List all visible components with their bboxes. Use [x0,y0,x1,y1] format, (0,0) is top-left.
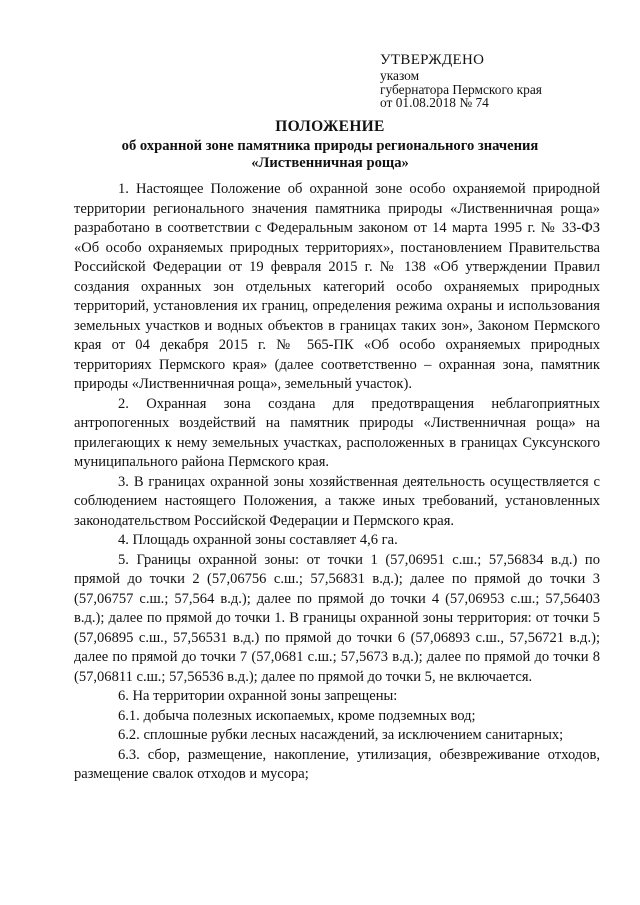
paragraph: 1. Настоящее Положение об охранной зоне особо охраняемой природной территории регионального значения памятника природы «Лиственничная роща» разработано в соответствии с Федеральным законом от 14 марта 1995 г. № 33-ФЗ «Об особо охраняемых природных территориях», постановлением Правительства Российской Федерации от 19 февраля 2015 г. № 138 «Об утверждении Правил создания охранных зон отдельных категорий особо охраняемых природных территорий, установления их границ, определения режима охраны и использования земельных участков и водных объектов в границах таких зон», Законом Пермского края от 04 декабря 2015 г. № 565-ПК «Об особо охраняемых природных территориях Пермского края» (далее соответственно – охранная зона, памятник природы «Лиственничная роща», земельный участок). [74,181,600,392]
title-subtitle: «Лиственничная роща» [251,155,409,171]
paragraph: 6.1. добыча полезных ископаемых, кроме подземных вод; [118,707,476,724]
paragraph: 6.3. сбор, размещение, накопление, утилизация, обезвреживание отходов, размещение свалок отходов и мусора; [74,746,600,782]
document-body [74,180,600,785]
title-main: ПОЛОЖЕНИЕ [275,118,385,135]
paragraph: 6.2. сплошные рубки лесных насаждений, за исключением санитарных; [118,727,564,743]
document-title [60,117,600,171]
approval-line: губернатора Пермского края [380,81,542,97]
approval-stamp [380,52,620,110]
title-subtitle: об охранной зоне памятника природы регионального значения [121,138,539,154]
paragraph: 3. В границах охранной зоны хозяйственная деятельность осуществляется с соблюдением настоящего Положения, а также иных требований, установленных законодательством Российской Федерации и Пермского края. [74,473,600,529]
approval-line: указом [380,68,420,83]
paragraph: 2. Охранная зона создана для предотвращения неблагоприятных антропогенных воздействий на памятник природы «Лиственничная роща» на прилегающих к нему земельных участках, расположенных в границах Суксунского муниципального района Пермского края. [74,395,600,470]
paragraph: 6. На территории охранной зоны запрещены: [118,688,398,704]
paragraph: 5. Границы охранной зоны: от точки 1 (57,06951 с.ш.; 57,56834 в.д.) по прямой до точки 2 (57,06756 с.ш.; 57,56831 в.д.); далее по прямой до точки 3 (57,06757 с.ш.; 57,564 в.д.); далее по прямой до точки 4 (57,06953 с.ш.; 57,56403 в.д.); далее по прямой до точки 1. В границы охранной зоны территория: от точки 5 (57,06895 с.ш., 57,56531 в.д.) по прямой до точки 6 (57,06893 с.ш., 57,56721 в.д.); далее по прямой до точки 7 (57,0681 с.ш.; 57,5673 в.д.); далее по прямой до точки 8 (57,06811 с.ш.; 57,56536 в.д.); далее по прямой до точки 5, не включается. [74,551,600,685]
approval-date: от 01.08.2018 № 74 [380,95,489,110]
approval-heading: УТВЕРЖДЕНО [380,52,485,68]
paragraph: 4. Площадь охранной зоны составляет 4,6 га. [118,532,398,548]
